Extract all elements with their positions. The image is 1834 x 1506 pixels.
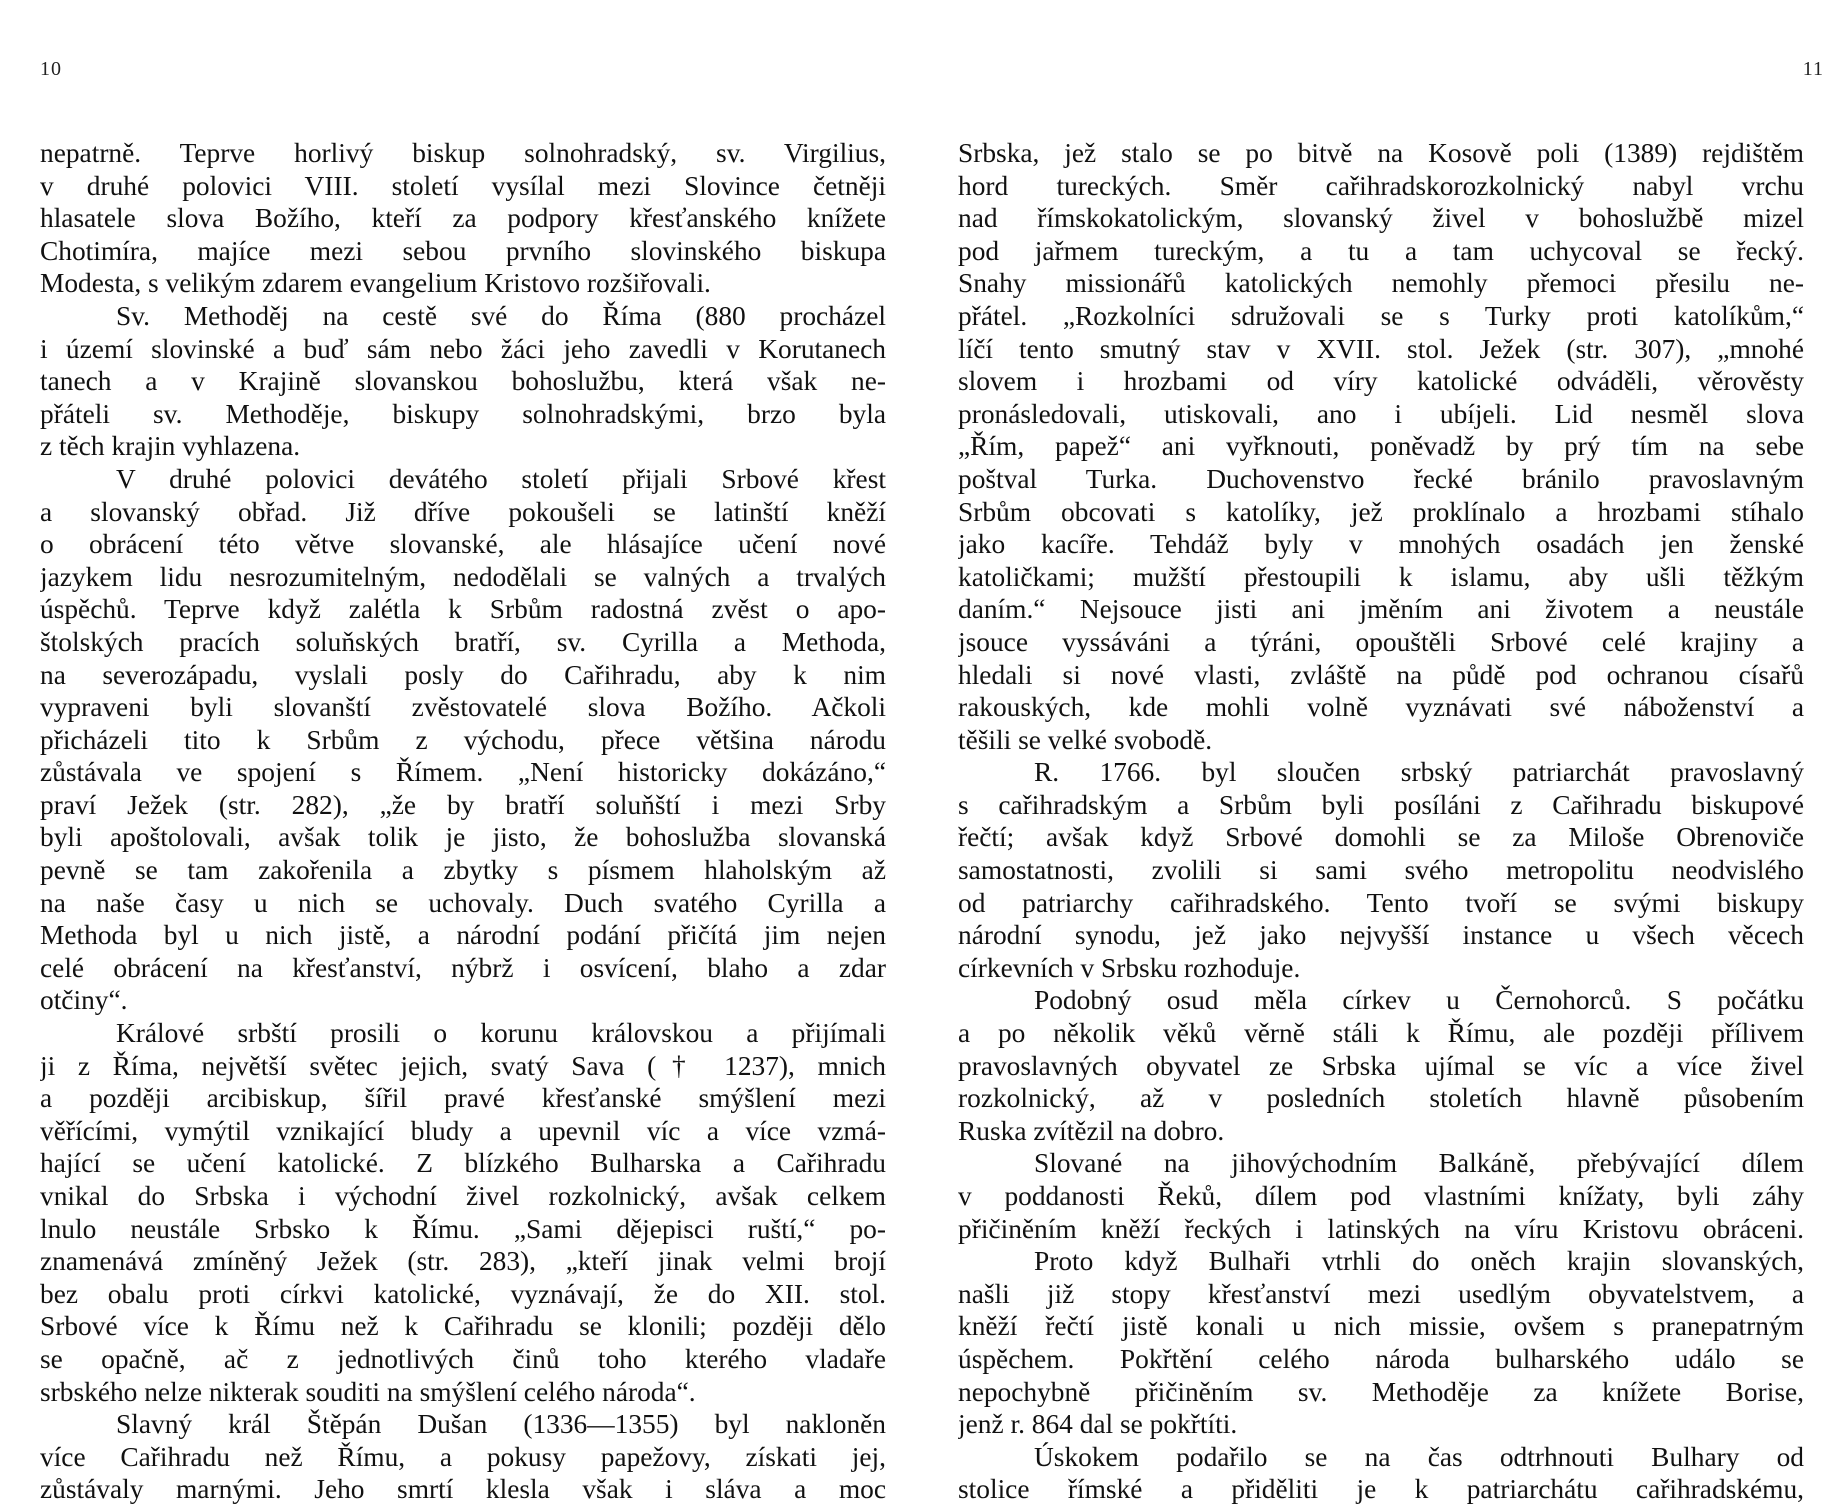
text-line: Sv. Methoděj na cestě své do Říma (880 procházel — [116, 300, 886, 331]
text-line: národní synodu, jež jako nejvyšší instance u všech věcech — [958, 920, 1804, 951]
text-line: řečtí; avšak když Srbové domohli se za Miloše Obrenoviče — [958, 822, 1804, 853]
page-number-right: 11 — [1802, 58, 1824, 80]
text-line: se opačně, ač z jednotlivých činů toho kterého vladaře — [40, 1343, 886, 1374]
text-line: „Řím, papež“ ani vyřknouti, poněvadž by prý tím na sebe — [958, 431, 1804, 462]
text-line: V druhé polovici devátého století přijali Srbové křest — [116, 463, 886, 494]
text-line: hající se učení katolické. Z blízkého Bulharska a Cařihradu — [40, 1148, 886, 1179]
text-line: nad římskokatolickým, slovanský živel v bohoslužbě mizel — [958, 203, 1804, 234]
text-line: přicházeli tito k Srbům z východu, přece většina národu — [40, 724, 886, 755]
text-line: slovem i hrozbami od víry katolické odváděli, věrověsty — [958, 366, 1804, 397]
text-line: Srbové více k Římu než k Cařihradu se klonili; později dělo — [40, 1311, 886, 1342]
text-line: hord tureckých. Směr cařihradskorozkolnický nabyl vrchu — [958, 170, 1804, 201]
text-line: Úskokem podařilo se na čas odtrhnouti Bulhary od — [1034, 1441, 1804, 1472]
text-line: hlasatele slova Božího, kteří za podpory křesťanského knížete — [40, 203, 886, 234]
text-line: a slovanský obřad. Již dříve pokoušeli se latinští kněží — [40, 496, 886, 527]
text-line: nepochybně přičiněním sv. Methoděje za knížete Borise, — [958, 1376, 1804, 1407]
text-line: jsouce vyssáváni a týráni, opouštěli Srbové celé krajiny a — [958, 626, 1804, 657]
text-line: zůstávala ve spojení s Římem. „Není historicky dokázáno,“ — [40, 757, 886, 788]
text-line: jazykem lidu nesrozumitelným, nedodělali se valných a trvalých — [40, 561, 886, 592]
text-line: Slované na jihovýchodním Balkáně, přebývající dílem — [1034, 1148, 1804, 1179]
text-line: praví Ježek (str. 282), „že by bratří soluňští i mezi Srby — [40, 789, 886, 820]
text-line: rozkolnický, až v posledních stoletích hlavně působením — [958, 1083, 1804, 1114]
text-line: v poddanosti Řeků, dílem pod vlastními knížaty, byli záhy — [958, 1181, 1804, 1211]
text-line: nepatrně. Teprve horlivý biskup solnohradský, sv. Virgilius, — [40, 138, 886, 168]
text-line: o obrácení této větve slovanské, ale hlásajíce učení nové — [40, 529, 886, 560]
text-line: pravoslavných obyvatel ze Srbska ujímal se víc a více živel — [958, 1050, 1804, 1081]
text-line: církevních v Srbsku rozhoduje. — [958, 952, 1301, 983]
text-line: úspěchem. Pokřtění celého národa bulharského událo se — [958, 1343, 1804, 1374]
left-page — [40, 0, 900, 1505]
text-line: vnikal do Srbska i východní živel rozkolnický, avšak celkem — [40, 1181, 886, 1211]
right-page — [958, 0, 1824, 1505]
text-line: pronásledovali, utiskovali, ano i ubíjeli. Lid nesměl slova — [958, 398, 1804, 429]
text-line: věřícími, vymýtil vznikající bludy a upevnil víc a více vzmá- — [40, 1115, 886, 1146]
text-line: zůstávaly marnými. Jeho smrtí klesla však i sláva a moc — [40, 1474, 886, 1505]
text-line: R. 1766. byl sloučen srbský patriarchát pravoslavný — [1034, 757, 1804, 788]
text-line: a po několik věků věrně stáli k Římu, ale později přílivem — [958, 1018, 1804, 1049]
text-line: daním.“ Nejsouce jisti ani jměním ani životem a neustále — [958, 594, 1804, 625]
text-line: rakouských, kde mohli volně vyznávati své náboženství a — [958, 692, 1804, 723]
text-line: lnulo neustále Srbsko k Římu. „Sami dějepisci ruští,“ po- — [40, 1213, 886, 1244]
text-line: více Cařihradu než Římu, a pokusy papežovy, získati jej, — [40, 1441, 886, 1472]
text-line: Králové srbští prosili o korunu královskou a přijímali — [116, 1018, 886, 1049]
text-line: stolice římské a přiděliti je k patriarchátu cařihradskému, — [958, 1474, 1804, 1505]
text-line: vypraveni byli slovanští zvěstovatelé slova Božího. Ačkoli — [40, 692, 886, 723]
text-line: kněží řečtí jistě konali u nich missie, ovšem s pranepatrným — [958, 1311, 1804, 1342]
text-line: Podobný osud měla církev u Černohorců. S počátku — [1034, 985, 1804, 1016]
text-line: hledali si nové vlasti, zvláště na půdě pod ochranou císařů — [958, 659, 1804, 690]
text-line: Methoda byl u nich jistě, a národní podání přičítá jim nejen — [40, 920, 886, 951]
text-line: byli apoštolovali, avšak tolik je jisto, že bohoslužba slovanská — [40, 822, 886, 853]
text-line: s cařihradským a Srbům byli posíláni z Cařihradu biskupové — [958, 789, 1804, 820]
text-line: našli již stopy křesťanství mezi usedlým obyvatelstvem, a — [958, 1278, 1804, 1309]
text-line: přáteli sv. Methoděje, biskupy solnohradskými, brzo byla — [40, 398, 886, 429]
text-line: přičiněním kněží řeckých i latinských na víru Kristovu obráceni. — [958, 1213, 1804, 1244]
text-line: katoličkami; mužští přestoupili k islamu, aby ušli těžkým — [958, 561, 1804, 592]
text-line: úspěchů. Teprve když zalétla k Srbům radostná zvěst o apo- — [40, 594, 886, 625]
text-line: Snahy missionářů katolických nemohly přemoci přesilu ne- — [958, 268, 1804, 299]
text-line: jenž r. 864 dal se pokřtíti. — [958, 1409, 1238, 1440]
right-page-text — [958, 137, 1804, 1506]
text-line: znamenává zmíněný Ježek (str. 283), „kteří jinak velmi brojí — [40, 1246, 886, 1277]
text-line: srbského nelze nikterak souditi na smýšlení celého národa“. — [40, 1376, 696, 1407]
text-line: tanech a v Krajině slovanskou bohoslužbu, která však ne- — [40, 366, 886, 397]
text-line: z těch krajin vyhlazena. — [40, 431, 301, 462]
page-number-left: 10 — [40, 58, 62, 80]
text-line: celé obrácení na křesťanství, nýbrž i osvícení, blaho a zdar — [40, 952, 886, 983]
text-line: pod jařmem tureckým, a tu a tam uchycoval se řecký. — [958, 235, 1804, 266]
text-line: v druhé polovici VIII. století vysílal mezi Slovince četněji — [40, 170, 886, 201]
text-line: poštval Turka. Duchovenstvo řecké bránilo pravoslavným — [958, 463, 1804, 494]
text-line: pevně se tam zakořenila a zbytky s písmem hlaholským až — [40, 855, 886, 886]
text-line: štolských pracích soluňských bratří, sv. Cyrilla a Methoda, — [40, 626, 886, 657]
left-page-text — [40, 137, 886, 1506]
text-line: Slavný král Štěpán Dušan (1336—1355) byl nakloněn — [116, 1409, 886, 1440]
text-line: Modesta, s velikým zdarem evangelium Kristovo rozšiřovali. — [40, 268, 711, 299]
text-line: jako kacíře. Tehdáž byly v mnohých osadách jen ženské — [958, 529, 1804, 560]
text-line: i území slovinské a buď sám nebo žáci jeho zavedli v Korutanech — [40, 333, 886, 364]
text-line: přátel. „Rozkolníci sdružovali se s Turky proti katolíkům,“ — [958, 300, 1804, 331]
text-line: samostatnosti, zvolili si sami svého metropolitu neodvislého — [958, 855, 1804, 886]
text-line: Ruska zvítězil na dobro. — [958, 1115, 1225, 1146]
text-line: otčiny“. — [40, 985, 128, 1016]
text-line: ji z Říma, největší světec jejich, svatý Sava († 1237), mnich — [40, 1050, 886, 1081]
text-line: Srbska, jež stalo se po bitvě na Kosově poli (1389) rejdištěm — [958, 138, 1804, 168]
text-line: Chotimíra, majíce mezi sebou prvního slovinského biskupa — [40, 235, 886, 266]
text-line: líčí tento smutný stav v XVII. stol. Ježek (str. 307), „mnohé — [958, 333, 1804, 364]
text-line: na naše časy u nich se uchovaly. Duch svatého Cyrilla a — [40, 887, 886, 918]
text-line: bez obalu proti církvi katolické, vyznávají, že do XII. stol. — [40, 1278, 886, 1309]
text-line: Srbům obcovati s katolíky, jež proklínalo a hrozbami stíhalo — [958, 496, 1804, 527]
text-line: od patriarchy cařihradského. Tento tvoří se svými biskupy — [958, 887, 1804, 918]
text-line: na severozápadu, vyslali posly do Cařihradu, aby k nim — [40, 659, 886, 690]
text-line: těšili se velké svobodě. — [958, 724, 1213, 755]
text-line: Proto když Bulhaři vtrhli do oněch krajin slovanských, — [1034, 1246, 1804, 1277]
text-line: a později arcibiskup, šířil pravé křesťanské smýšlení mezi — [40, 1083, 886, 1114]
